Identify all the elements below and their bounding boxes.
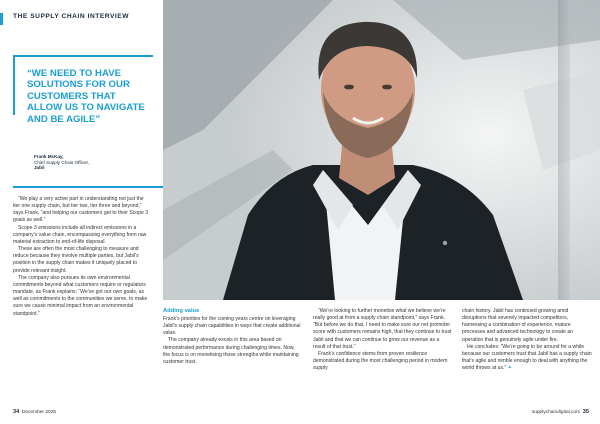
quote-text: “WE NEED TO HAVE SOLUTIONS FOR OUR CUSTOMERS THAT ALLOW US TO NAVIGATE AND BE AGILE” (27, 68, 145, 125)
quote-border-bottom (13, 186, 163, 188)
paragraph: “We play a very active part in understanding not just the tier one supply chain, but tier two, tier three and beyond,” says Frank, “and helping our customers get to their Scope 3 goals as well.” (13, 196, 149, 224)
body-column-3 (313, 308, 452, 372)
page-number-left: 34 (13, 409, 20, 415)
pull-quote (13, 55, 163, 188)
attribution-name: Frank McKay, (34, 154, 64, 159)
paragraph: chain history. Jabil has continued growing amid disruptions that severely impacted competitors, harnessing a combination of experience, mature processes and advanced technology to create an operation that is genuinely agile under fire. (462, 308, 574, 343)
page-number-right: 35 (582, 409, 589, 415)
portrait-illustration (163, 0, 600, 300)
paragraph-final (462, 344, 592, 373)
paragraph: Frank’s priorities for the coming years centre on leveraging Jabil’s supply chain capabilities in ways that create additional value. (163, 316, 301, 337)
body-column-4 (462, 308, 592, 372)
paragraph: Frank’s confidence stems from proven resilience demonstrated during the most challenging period in modern supply (313, 350, 448, 372)
paragraph: Scope 3 emissions include all indirect emissions in a company’s value chain, encompassing everything from raw material extraction to end-of-life disposal. (13, 224, 147, 245)
attribution-company: Jabil (34, 165, 45, 171)
body-column-2 (163, 308, 302, 366)
site-url: supplychaindigital.com (531, 410, 581, 415)
section-title: THE SUPPLY CHAIN INTERVIEW (13, 13, 130, 20)
paragraph: The company also pursues its own environmental commitments beyond what customers require or regulators mandate, as Frank explains: “We’ve got our own goals, as well as commitments to the communities we serve, to make sure we cause minimal impact from an environmental standpoint.” (13, 274, 148, 317)
end-mark-icon: ✦ (507, 365, 512, 372)
body-column-1 (13, 196, 149, 318)
paragraph-text: He concludes: “We’re going to be around for a while because our customers trust that Jabil has a supply chain that’s agile and nimble enough to deal with anything the world throws at us.” (462, 343, 592, 372)
subheading: Adding value (163, 308, 200, 314)
header-accent-bar (0, 13, 3, 25)
quote-attribution (34, 154, 89, 171)
attribution-role: Chief Supply Chain Officer, (34, 159, 90, 165)
issue-date: December 2025 (21, 410, 57, 415)
footer-left (13, 409, 56, 415)
paragraph: The company already excels in this area based on demonstrated performance during challenging times. Now, the focus is on monetising those strengths while maintaining customer trust. (163, 337, 299, 365)
quote-border-left (13, 55, 15, 115)
paragraph: “We’re looking to further monetise what we believe we’re really good at from a supply chain standpoint,” says Frank. “But before we do that, I need to make sure our net promoter score with customers remains high, that they continue to trust Jabil and that we can continue to grow our revenue as a result of that trust.” (313, 308, 452, 350)
paragraph: These are often the most challenging to measure and reduce because they involve multiple parties, but Jabil’s position in the supply chain makes it uniquely placed to provide relevant insight. (13, 246, 139, 274)
portrait-photo (163, 0, 600, 300)
quote-border-top (13, 55, 153, 57)
footer-right (532, 409, 589, 415)
